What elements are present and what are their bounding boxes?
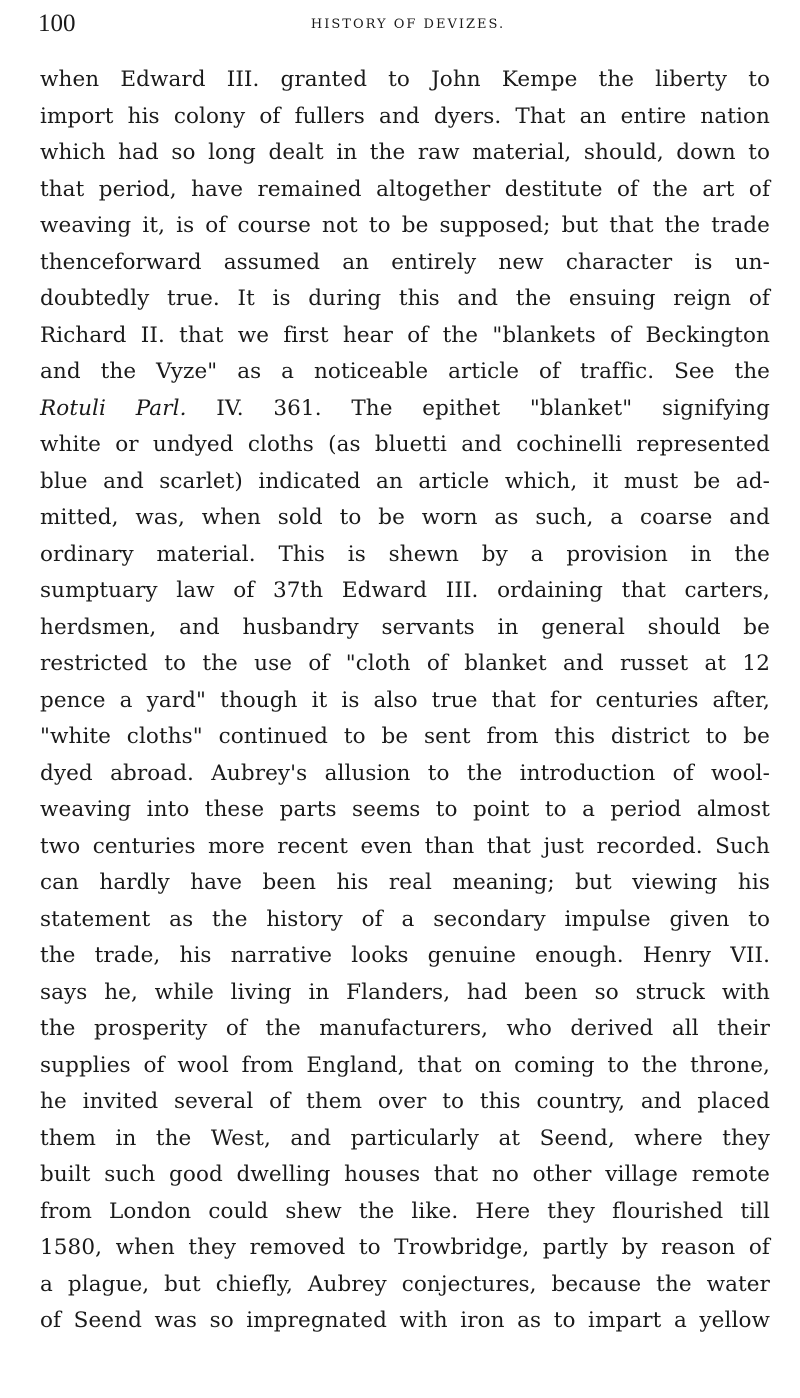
page-number: 100 [38, 10, 76, 37]
text-line: dyed abroad. Aubrey's allusion to the introduction of wool- [40, 760, 770, 786]
text-line: supplies of wool from England, that on coming to the throne, [40, 1052, 770, 1078]
text-line-with-reference [40, 391, 770, 428]
text-line: statement as the history of a secondary impulse given to [40, 906, 770, 932]
text-line: doubtedly true. It is during this and the ensuing reign of [40, 286, 770, 311]
text-line: import his colony of fullers and dyers. That an entire nation [40, 103, 770, 129]
text-line: can hardly have been his real meaning; but viewing his [40, 870, 770, 895]
text-line: restricted to the use of "cloth of blanket and russet at 12 [40, 651, 770, 676]
running-title: HISTORY OF DEVIZES. [310, 17, 506, 32]
text-line: the prosperity of the manufacturers, who derived all their [40, 1016, 770, 1041]
text-line: 1580, when they removed to Trowbridge, partly by reason of [40, 1235, 770, 1260]
text-line: of Seend was so impregnated with iron as to impart a yellow [40, 1308, 770, 1333]
page-header [38, 8, 778, 44]
text-line: mitted, was, when sold to be worn as such, a coarse and [40, 505, 770, 530]
text-line: weaving into these parts seems to point to a period almost [40, 797, 770, 822]
text-line: he invited several of them over to this country, and placed [40, 1089, 770, 1114]
italic-reference: Rotuli Parl. [40, 395, 187, 421]
text-line: which had so long dealt in the raw material, should, down to [40, 140, 770, 165]
body-text [40, 62, 770, 1340]
text-line: weaving it, is of course not to be supposed; but that the trade [40, 213, 770, 238]
text-line: says he, while living in Flanders, had been so struck with [40, 979, 770, 1005]
text-line: blue and scarlet) indicated an article which, it must be ad- [40, 468, 770, 494]
text-line: sumptuary law of 37th Edward III. ordaining that carters, [40, 578, 770, 603]
text-line: "white cloths" continued to be sent from this district to be [40, 724, 770, 749]
text-line: that period, have remained altogether destitute of the art of [40, 176, 770, 202]
text-line-remainder: IV. 361. The epithet "blanket" signifying [186, 395, 770, 421]
text-line: when Edward III. granted to John Kempe the liberty to [40, 67, 770, 92]
text-line: the trade, his narrative looks genuine enough. Henry VII. [40, 943, 770, 968]
text-line: thenceforward assumed an entirely new character is un- [40, 249, 770, 275]
text-line: and the Vyze" as a noticeable article of traffic. See the [40, 359, 770, 384]
text-line: a plague, but chiefly, Aubrey conjectures, because the water [40, 1271, 770, 1297]
text-line: built such good dwelling houses that no other village remote [40, 1162, 770, 1187]
text-line: Richard II. that we first hear of the "blankets of Beckington [40, 322, 770, 348]
text-line: pence a yard" though it is also true that for centuries after, [40, 687, 770, 713]
text-line: ordinary material. This is shewn by a provision in the [40, 541, 770, 567]
text-line: from London could shew the like. Here they flourished till [40, 1198, 770, 1224]
text-line: herdsmen, and husbandry servants in general should be [40, 614, 770, 640]
text-line: them in the West, and particularly at Seend, where they [40, 1125, 770, 1151]
text-line: two centuries more recent even than that just recorded. Such [40, 833, 770, 859]
text-line: white or undyed cloths (as bluetti and cochinelli represented [40, 432, 770, 457]
